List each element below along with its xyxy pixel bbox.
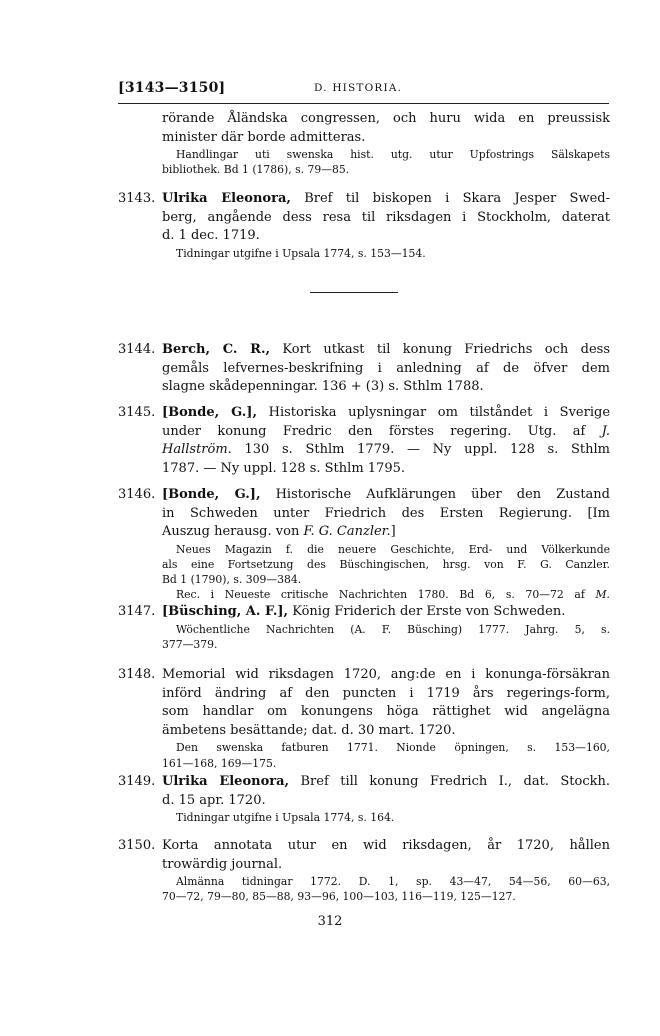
entry-note-line: 161—168, 169—175.	[162, 756, 277, 770]
entry-text-line: 130 s. Sthlm 1779. — Ny uppl. 128 s. Sthlm	[244, 442, 611, 458]
entry-title: Bref til biskopen i Skara Jesper Swed-	[304, 191, 610, 206]
entry-note-line: Tidningar utgifne i Upsala 1774, s. 164.	[176, 811, 395, 825]
entry-author: Ulrika Eleonora,	[162, 774, 290, 789]
entry-note-line: Bd 1 (1790), s. 309—384.	[162, 573, 302, 587]
entry-number: 3149.	[118, 774, 156, 789]
entry-3143	[162, 190, 610, 261]
section-separator-rule	[310, 292, 398, 293]
entry-author: Berch, C. R.,	[162, 342, 271, 357]
entry-text-line: d. 15 apr. 1720.	[162, 792, 266, 808]
entry-text-line: 1787. — Ny uppl. 128 s. Sthlm 1795.	[162, 460, 405, 476]
entry-title: Historiska uplysningar om tilståndet i Sverige	[268, 405, 611, 420]
header-entry-range: [3143—3150]	[118, 80, 226, 96]
entry-title: Korta annotata utur en wid riksdagen, år 1720, hållen	[162, 838, 610, 853]
entry-number: 3145.	[118, 405, 156, 420]
entry-title: Memorial wid riksdagen 1720, ang:de en i konunga-försäkran	[162, 667, 610, 682]
closing-bracket: ]	[390, 524, 396, 540]
entry-author: [Bonde, G.],	[162, 487, 261, 502]
entry-title: König Friderich der Erste von Schweden.	[292, 604, 566, 619]
entry-note-line: als eine Fortsetzung des Büschingischen, hrsg. von F. G. Canzler.	[162, 557, 610, 571]
reviewer-initial: M.	[595, 588, 610, 602]
page-number: 312	[317, 914, 343, 929]
entry-note-line: Rec. i Neueste critische Nachrichten 1780. Bd 6, s. 70—72 af	[176, 588, 585, 602]
entry-3144	[162, 341, 610, 397]
entry-note-line: bibliothek. Bd 1 (1786), s. 79—85.	[162, 163, 350, 177]
header-section-title: D. HISTORIA.	[314, 82, 403, 94]
entry-note-line: Den swenska fatburen 1771. Nionde öpningen, s. 153—160,	[176, 741, 610, 755]
entry-text-line: slagne skådepenningar. 136 + (3) s. Sthlm 1788.	[162, 379, 484, 395]
entry-text-line: införd ändring af den puncten i 1719 års regerings-form,	[162, 685, 610, 701]
entry-author: [Bonde, G.],	[162, 405, 257, 420]
entry-text-line: berg, angående dess resa til riksdagen i Stockholm, daterat	[162, 209, 610, 225]
entry-number: 3144.	[118, 342, 156, 357]
editor-name: F. G. Canzler.	[303, 524, 391, 540]
entry-3149	[162, 773, 610, 825]
entry-note-line: Neues Magazin f. die neuere Geschichte, Erd- und Völkerkunde	[176, 542, 610, 556]
entry-note-line: Handlingar uti swenska hist. utg. utur Upfostrings Sälskapets	[176, 148, 610, 162]
running-header	[0, 80, 660, 100]
entry-text-line: under konung Fredric den förstes regering. Utg. af	[162, 423, 586, 439]
entry-note-line: Wöchentliche Nachrichten (A. F. Büsching) 1777. Jahrg. 5, s.	[176, 622, 610, 636]
header-rule	[118, 103, 609, 104]
entry-text-line: ämbetens besättande; dat. d. 30 mart. 1720.	[162, 722, 456, 738]
entry-author: Ulrika Eleonora,	[162, 191, 291, 206]
entry-text-line: Auszug herausg. von	[162, 524, 300, 540]
entry-number: 3150.	[118, 838, 156, 853]
entry-number: 3146.	[118, 487, 156, 502]
entry-title: Kort utkast til konung Friedrichs och dess	[282, 342, 610, 357]
entry-title: Bref till konung Fredrich I., dat. Stockh.	[300, 774, 610, 789]
entry-continuation	[162, 110, 610, 178]
entry-3150	[162, 837, 610, 905]
editor-name: Hallström.	[162, 442, 232, 458]
entry-3145	[162, 404, 610, 478]
entry-text-line: rörande Åländska congressen, och huru wida en preussisk	[162, 111, 610, 126]
entry-text-line: in Schweden unter Friedrich des Ersten Regierung. [Im	[162, 505, 610, 521]
entry-author: [Büsching, A. F.],	[162, 604, 289, 619]
editor-initial: J.	[601, 423, 610, 439]
entry-note-line: Almänna tidningar 1772. D. 1, sp. 43—47, 54—56, 60—63,	[176, 875, 610, 889]
entry-text-line: gemåls lefvernes-beskrifning i anledning af de öfver dem	[162, 360, 610, 376]
entry-text-line: d. 1 dec. 1719.	[162, 228, 260, 244]
entry-3148	[162, 666, 610, 771]
entry-number: 3143.	[118, 191, 156, 206]
entry-number: 3148.	[118, 667, 156, 682]
entry-text-line: minister där borde admitteras.	[162, 129, 366, 145]
entry-note-line: 70—72, 79—80, 85—88, 93—96, 100—103, 116—119, 125—127.	[162, 890, 516, 904]
entry-number: 3147.	[118, 604, 156, 619]
entry-3146	[162, 486, 610, 603]
entry-text-line: trowärdig journal.	[162, 856, 283, 872]
entry-3147	[162, 603, 610, 652]
entry-note-line: 377—379.	[162, 637, 218, 651]
entry-note-line: Tidningar utgifne i Upsala 1774, s. 153—154.	[176, 246, 426, 260]
entry-text-line: som handlar om konungens höga rättighet wid angelägna	[162, 704, 610, 720]
entry-title: Historische Aufklärungen über den Zustand	[275, 487, 610, 502]
